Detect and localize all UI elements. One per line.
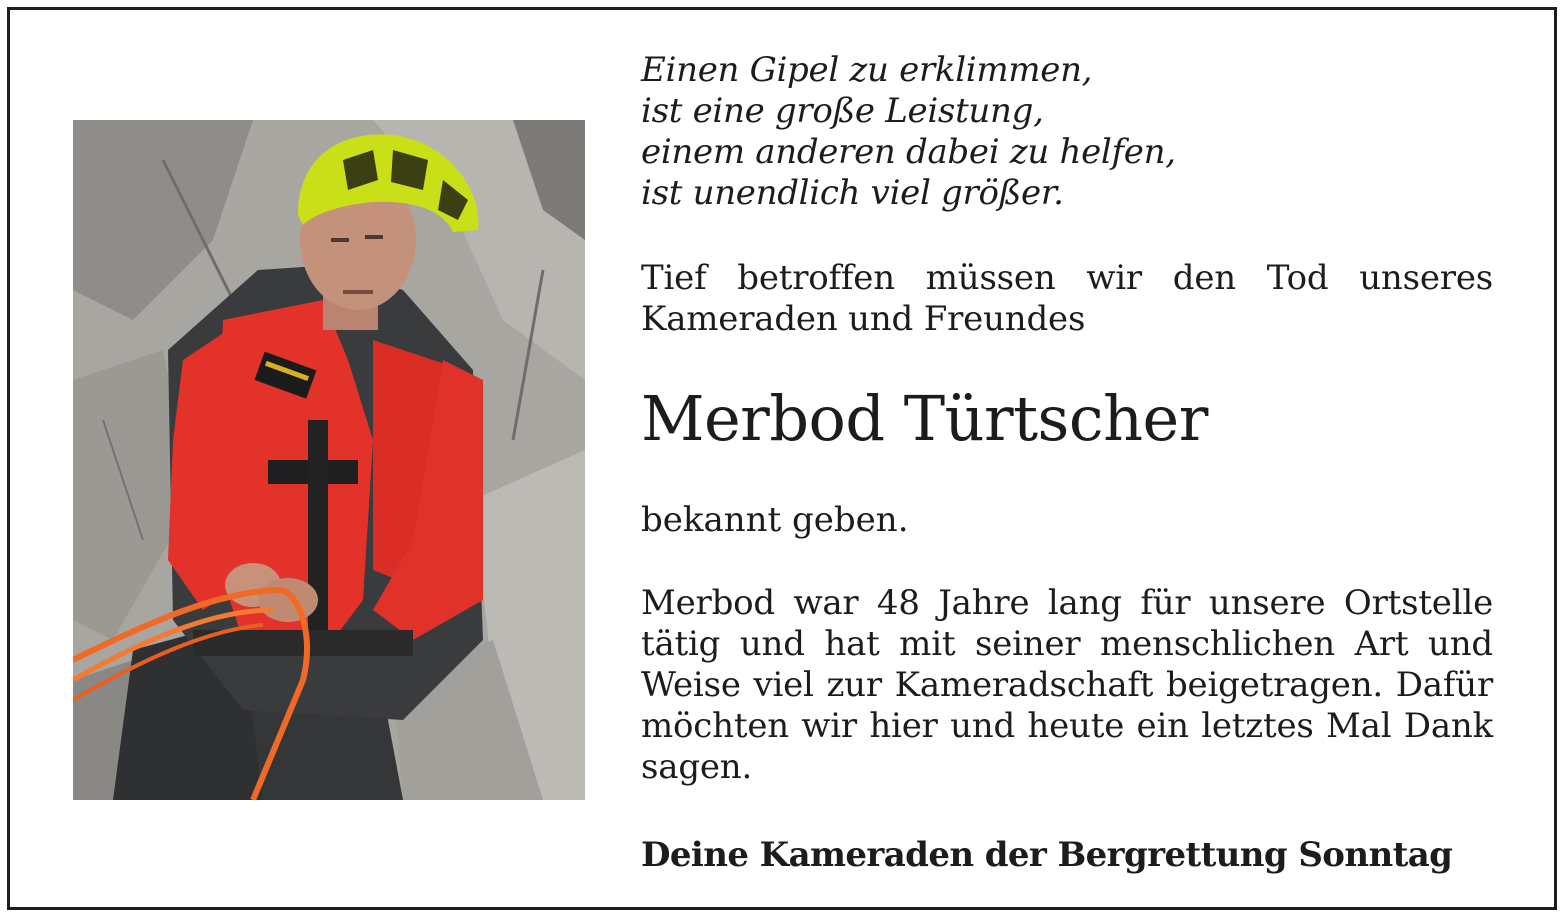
poem-line-1: Einen Gipel zu erklimmen, [641, 50, 1093, 90]
poem-line-2: ist eine große Leistung, [641, 91, 1044, 131]
announce-text: bekannt geben. [641, 500, 909, 540]
poem-line-4: ist unendlich viel größer. [641, 173, 1064, 213]
poem-line-3: einem anderen dabei zu helfen, [641, 132, 1176, 172]
tribute-paragraph: Merbod war 48 Jahre lang für unsere Ortstelle tätig und hat mit seiner menschlichen Art und Weise viel zur Kameradschaft beigetragen. Dafür möchten wir hier und heute ein letztes Mal Dank sagen. [641, 583, 1493, 787]
intro-text: Tief betroffen müssen wir den Tod unseres Kameraden und Freundes [641, 258, 1493, 339]
memorial-poem [641, 50, 1493, 214]
deceased-name: Merbod Türtscher [641, 382, 1208, 455]
memorial-photo [73, 120, 585, 800]
signature: Deine Kameraden der Bergrettung Sonntag [641, 835, 1453, 875]
